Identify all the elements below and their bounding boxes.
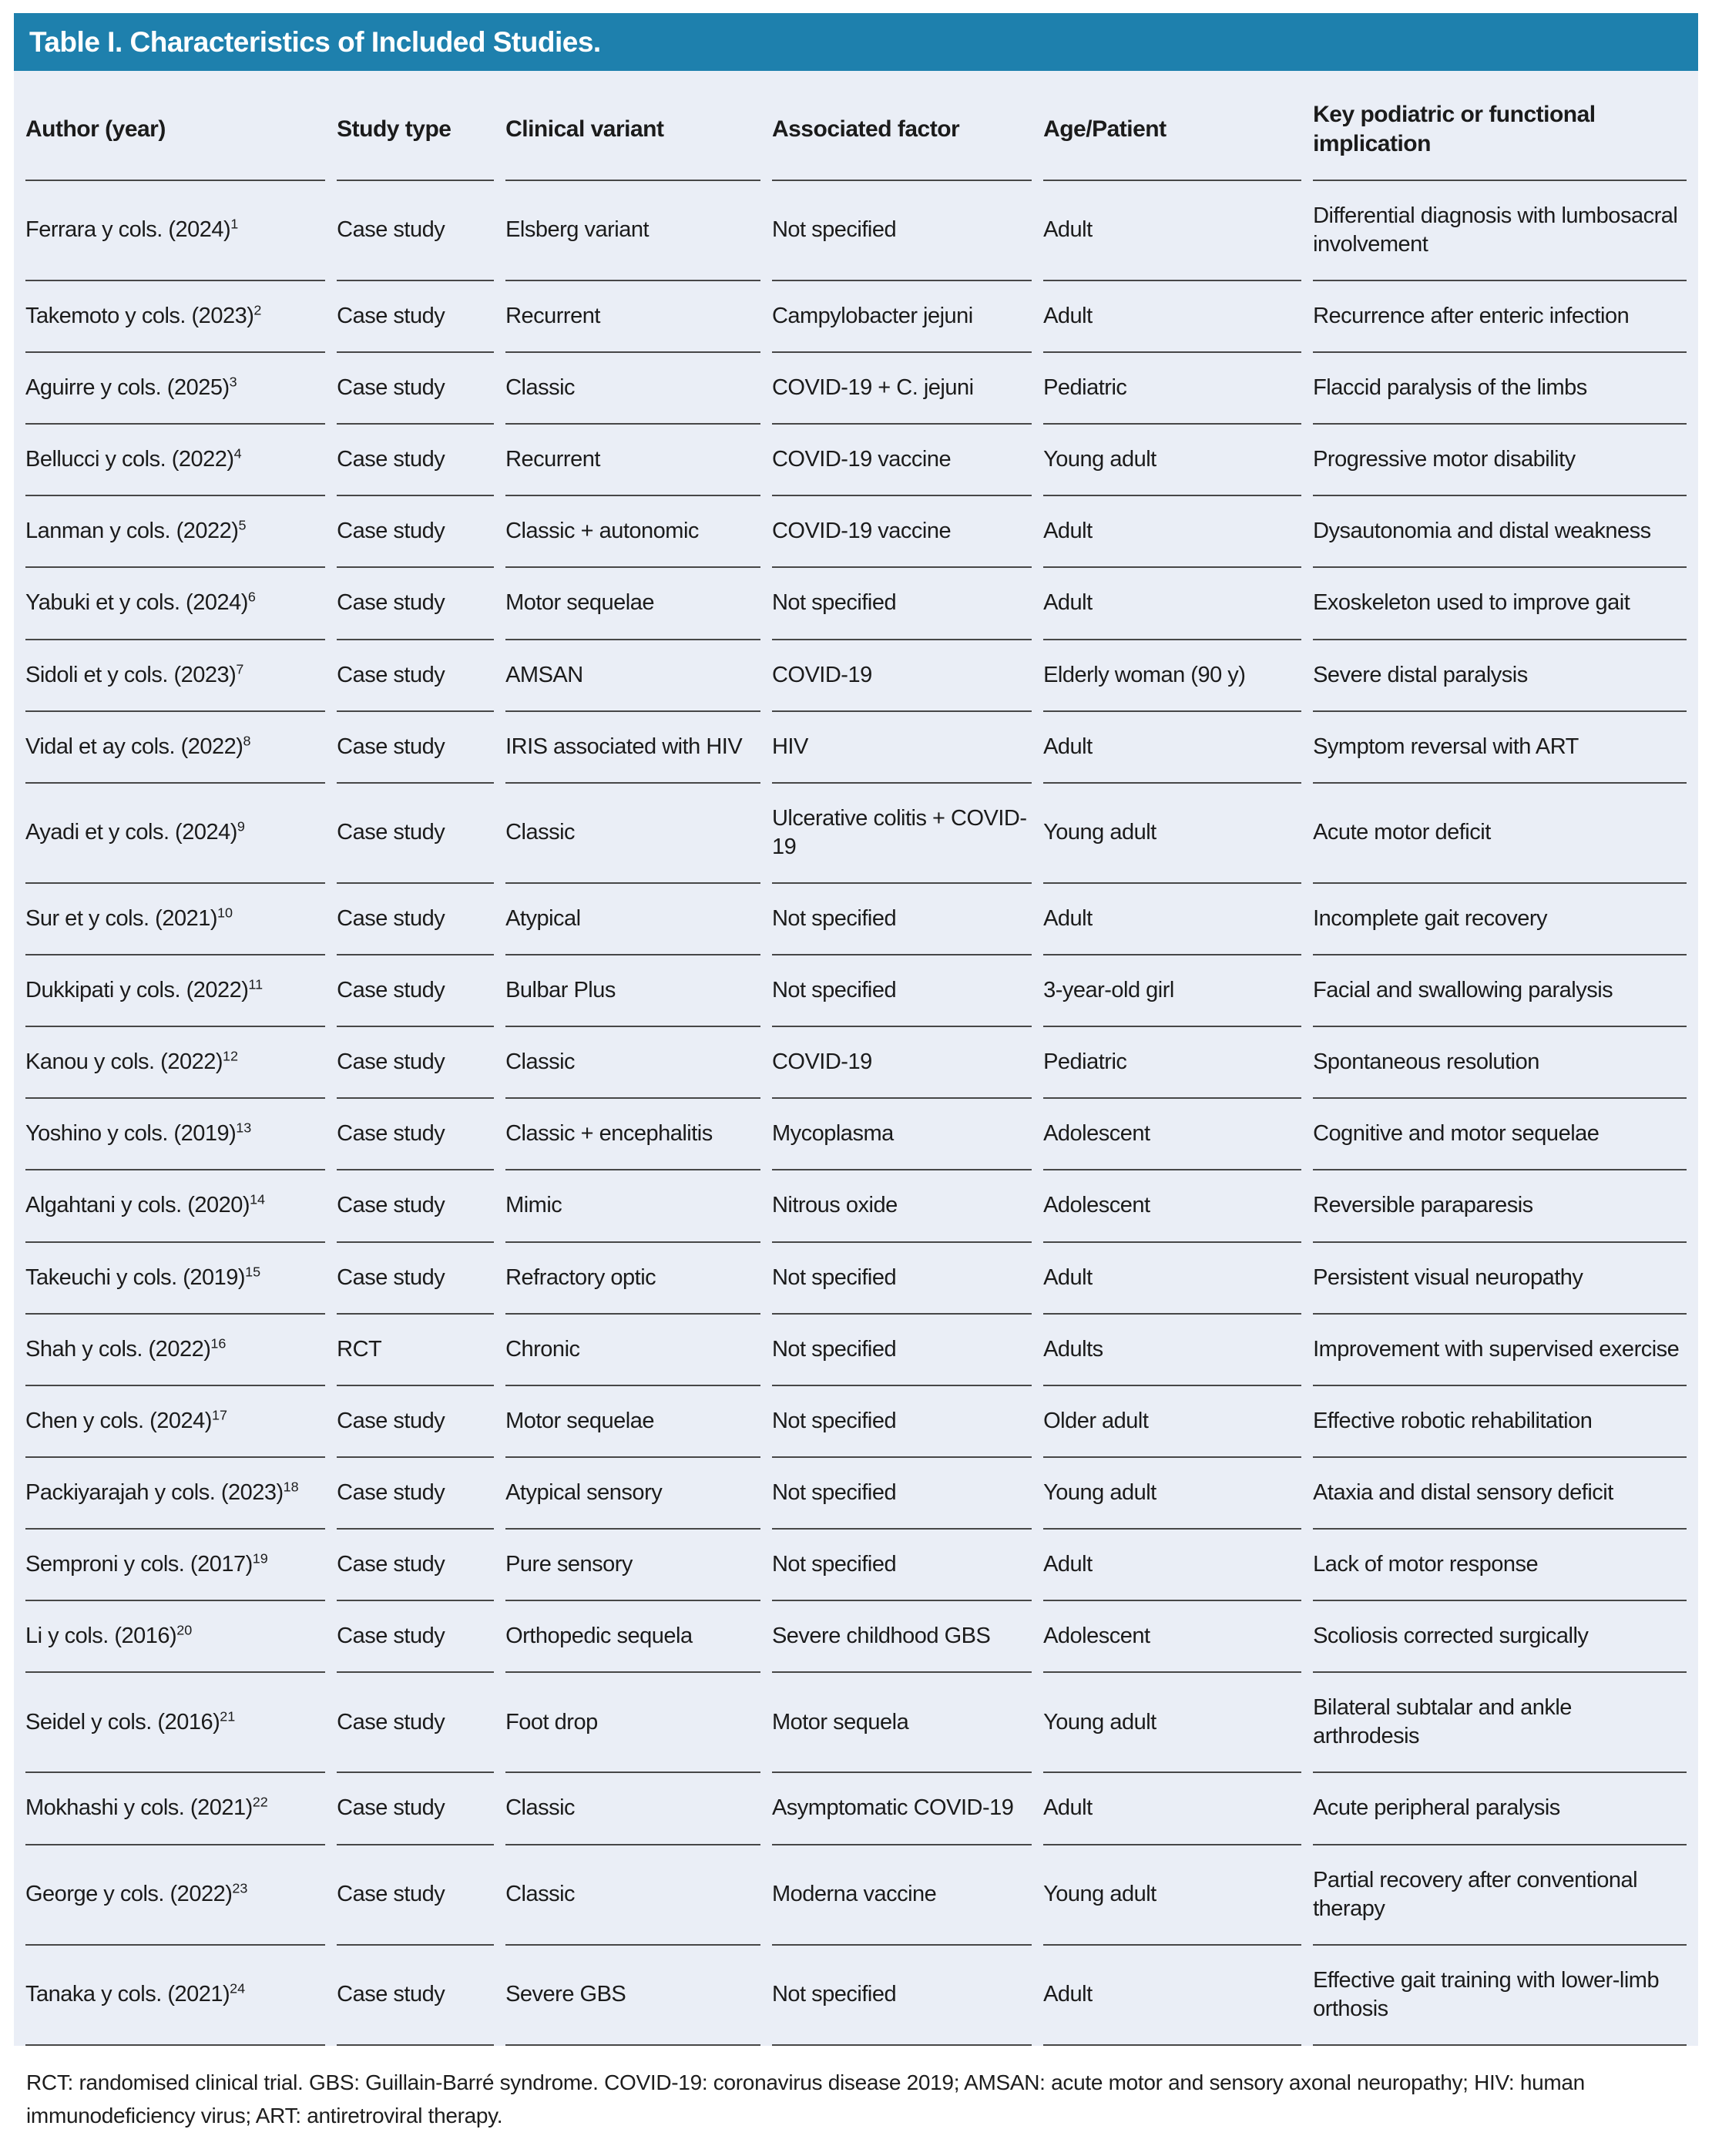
- implication-cell: Exoskeleton used to improve gait: [1313, 568, 1687, 640]
- reference-superscript: 20: [176, 1622, 193, 1638]
- clinical-variant-cell: AMSAN: [505, 640, 760, 712]
- associated-factor-cell: Motor sequela: [772, 1673, 1032, 1773]
- table-row: [25, 1027, 1687, 1099]
- associated-factor-cell: Ulcerative colitis + COVID-19: [772, 784, 1032, 884]
- associated-factor-cell: COVID-19 + C. jejuni: [772, 353, 1032, 425]
- clinical-variant-cell: Classic: [505, 1027, 760, 1099]
- clinical-variant-cell: Pure sensory: [505, 1530, 760, 1601]
- age-patient-cell: Adult: [1043, 1773, 1301, 1845]
- implication-cell: Symptom reversal with ART: [1313, 712, 1687, 784]
- age-patient-cell: Adolescent: [1043, 1099, 1301, 1170]
- age-patient-cell: Young adult: [1043, 425, 1301, 496]
- associated-factor-cell: Not specified: [772, 1946, 1032, 2046]
- clinical-variant-cell: Recurrent: [505, 425, 760, 496]
- reference-superscript: 6: [247, 589, 256, 605]
- table-row: [25, 496, 1687, 568]
- study-type-cell: Case study: [337, 1673, 494, 1773]
- clinical-variant-cell: Atypical: [505, 884, 760, 955]
- clinical-variant-cell: Motor sequelae: [505, 1386, 760, 1458]
- implication-cell: Facial and swallowing paralysis: [1313, 955, 1687, 1027]
- study-type-cell: Case study: [337, 181, 494, 281]
- reference-superscript: 3: [229, 374, 237, 390]
- implication-cell: Partial recovery after conventional therapy: [1313, 1845, 1687, 1946]
- author-cell: Kanou y cols. $(2022)^{12}$: [25, 1027, 325, 1099]
- reference-superscript: 18: [283, 1479, 299, 1495]
- study-type-cell: Case study: [337, 884, 494, 955]
- author-cell: Lanman y cols. $(2022)^5$: [25, 496, 325, 568]
- reference-superscript: 13: [236, 1120, 252, 1136]
- implication-cell: Effective robotic rehabilitation: [1313, 1386, 1687, 1458]
- implication-cell: Improvement with supervised exercise: [1313, 1315, 1687, 1386]
- table-row: [25, 568, 1687, 640]
- reference-superscript: 22: [252, 1794, 268, 1810]
- author-cell: Takeuchi y cols. $(2019)^{15}$: [25, 1243, 325, 1315]
- clinical-variant-cell: Classic: [505, 784, 760, 884]
- implication-cell: Spontaneous resolution: [1313, 1027, 1687, 1099]
- associated-factor-cell: Severe childhood GBS: [772, 1601, 1032, 1673]
- author-cell: George y cols. $(2022)^{23}$: [25, 1845, 325, 1946]
- implication-cell: Cognitive and motor sequelae: [1313, 1099, 1687, 1170]
- author-cell: Yabuki et y cols. $(2024)^6$: [25, 568, 325, 640]
- associated-factor-cell: COVID-19: [772, 1027, 1032, 1099]
- author-cell: Li y cols. $(2016)^{20}$: [25, 1601, 325, 1673]
- study-type-cell: Case study: [337, 1099, 494, 1170]
- table-row: [25, 1946, 1687, 2046]
- author-cell: Sur et y cols. $(2021)^{10}$: [25, 884, 325, 955]
- table-row: [25, 640, 1687, 712]
- author-cell: Shah y cols. $(2022)^{16}$: [25, 1315, 325, 1386]
- column-header-clinical-variant: Clinical variant: [505, 71, 760, 181]
- implication-cell: Reversible paraparesis: [1313, 1170, 1687, 1242]
- associated-factor-cell: Mycoplasma: [772, 1099, 1032, 1170]
- clinical-variant-cell: Mimic: [505, 1170, 760, 1242]
- column-header-study-type: Study type: [337, 71, 494, 181]
- clinical-variant-cell: Classic + autonomic: [505, 496, 760, 568]
- reference-superscript: 16: [210, 1335, 227, 1351]
- age-patient-cell: 3-year-old girl: [1043, 955, 1301, 1027]
- associated-factor-cell: COVID-19 vaccine: [772, 425, 1032, 496]
- reference-superscript: 4: [233, 445, 242, 462]
- associated-factor-cell: COVID-19 vaccine: [772, 496, 1032, 568]
- clinical-variant-cell: Classic: [505, 1773, 760, 1845]
- author-cell: Tanaka y cols. $(2021)^{24}$: [25, 1946, 325, 2046]
- study-type-cell: Case study: [337, 1946, 494, 2046]
- implication-cell: Persistent visual neuropathy: [1313, 1243, 1687, 1315]
- reference-superscript: 15: [245, 1263, 261, 1279]
- implication-cell: Ataxia and distal sensory deficit: [1313, 1458, 1687, 1530]
- implication-cell: Differential diagnosis with lumbosacral involvement: [1313, 181, 1687, 281]
- reference-superscript: 17: [211, 1407, 227, 1423]
- study-type-cell: Case study: [337, 955, 494, 1027]
- study-type-cell: Case study: [337, 1170, 494, 1242]
- age-patient-cell: Adult: [1043, 1530, 1301, 1601]
- clinical-variant-cell: Severe GBS: [505, 1946, 760, 2046]
- age-patient-cell: Adult: [1043, 712, 1301, 784]
- associated-factor-cell: Not specified: [772, 568, 1032, 640]
- study-type-cell: Case study: [337, 1601, 494, 1673]
- clinical-variant-cell: Chronic: [505, 1315, 760, 1386]
- reference-superscript: 23: [232, 1880, 248, 1896]
- clinical-variant-cell: IRIS associated with HIV: [505, 712, 760, 784]
- associated-factor-cell: Not specified: [772, 1315, 1032, 1386]
- study-type-cell: Case study: [337, 1458, 494, 1530]
- associated-factor-cell: HIV: [772, 712, 1032, 784]
- studies-table: [14, 71, 1698, 2046]
- table-row: [25, 955, 1687, 1027]
- age-patient-cell: Young adult: [1043, 1845, 1301, 1946]
- clinical-variant-cell: Foot drop: [505, 1673, 760, 1773]
- associated-factor-cell: Not specified: [772, 884, 1032, 955]
- age-patient-cell: Adolescent: [1043, 1170, 1301, 1242]
- associated-factor-cell: Not specified: [772, 955, 1032, 1027]
- age-patient-cell: Elderly woman (90 y): [1043, 640, 1301, 712]
- study-type-cell: Case study: [337, 1530, 494, 1601]
- author-cell: Mokhashi y cols. $(2021)^{22}$: [25, 1773, 325, 1845]
- study-type-cell: Case study: [337, 1243, 494, 1315]
- column-header-implication: Key podiatric or functional implication: [1313, 71, 1687, 181]
- reference-superscript: 14: [250, 1191, 266, 1207]
- reference-superscript: 24: [230, 1980, 246, 1996]
- study-type-cell: RCT: [337, 1315, 494, 1386]
- table-footnote: RCT: randomised clinical trial. GBS: Guillain-Barré syndrome. COVID-19: coronavirus disease 2019; AMSAN: acute motor and sensory axonal neuropathy; HIV: human immunodeficiency virus; ART: antiretroviral therapy.: [26, 2070, 1585, 2128]
- age-patient-cell: Adult: [1043, 496, 1301, 568]
- table-row: [25, 1099, 1687, 1170]
- associated-factor-cell: Not specified: [772, 1530, 1032, 1601]
- clinical-variant-cell: Bulbar Plus: [505, 955, 760, 1027]
- study-type-cell: Case study: [337, 425, 494, 496]
- implication-cell: Effective gait training with lower-limb orthosis: [1313, 1946, 1687, 2046]
- age-patient-cell: Adult: [1043, 568, 1301, 640]
- author-cell: Takemoto y cols. $(2023)^2$: [25, 281, 325, 353]
- author-cell: Semproni y cols. $(2017)^{19}$: [25, 1530, 325, 1601]
- table-row: [25, 425, 1687, 496]
- associated-factor-cell: Not specified: [772, 1243, 1032, 1315]
- clinical-variant-cell: Classic + encephalitis: [505, 1099, 760, 1170]
- table-row: [25, 1458, 1687, 1530]
- author-cell: Vidal et ay cols. $(2022)^8$: [25, 712, 325, 784]
- associated-factor-cell: Moderna vaccine: [772, 1845, 1032, 1946]
- author-cell: Ferrara y cols. $(2024)^1$: [25, 181, 325, 281]
- implication-cell: Recurrence after enteric infection: [1313, 281, 1687, 353]
- study-type-cell: Case study: [337, 1027, 494, 1099]
- table-row: [25, 1773, 1687, 1845]
- associated-factor-cell: COVID-19: [772, 640, 1032, 712]
- study-type-cell: Case study: [337, 712, 494, 784]
- age-patient-cell: Pediatric: [1043, 353, 1301, 425]
- implication-cell: Bilateral subtalar and ankle arthrodesis: [1313, 1673, 1687, 1773]
- age-patient-cell: Adult: [1043, 884, 1301, 955]
- age-patient-cell: Young adult: [1043, 1458, 1301, 1530]
- associated-factor-cell: Asymptomatic COVID-19: [772, 1773, 1032, 1845]
- clinical-variant-cell: Recurrent: [505, 281, 760, 353]
- study-type-cell: Case study: [337, 640, 494, 712]
- table-row: [25, 1530, 1687, 1601]
- reference-superscript: 9: [237, 818, 245, 835]
- reference-superscript: 8: [243, 733, 251, 748]
- column-header-age-patient: Age/Patient: [1043, 71, 1301, 181]
- author-cell: Bellucci y cols. $(2022)^4$: [25, 425, 325, 496]
- author-cell: Seidel y cols. $(2016)^{21}$: [25, 1673, 325, 1773]
- header-row: [25, 71, 1687, 181]
- age-patient-cell: Adult: [1043, 181, 1301, 281]
- implication-cell: Acute peripheral paralysis: [1313, 1773, 1687, 1845]
- study-type-cell: Case study: [337, 496, 494, 568]
- table-row: [25, 1386, 1687, 1458]
- clinical-variant-cell: Classic: [505, 353, 760, 425]
- implication-cell: Severe distal paralysis: [1313, 640, 1687, 712]
- table-row: [25, 1243, 1687, 1315]
- author-cell: Algahtani y cols. $(2020)^{14}$: [25, 1170, 325, 1242]
- associated-factor-cell: Not specified: [772, 1386, 1032, 1458]
- reference-superscript: 2: [253, 302, 262, 318]
- clinical-variant-cell: Classic: [505, 1845, 760, 1946]
- table-row: [25, 1601, 1687, 1673]
- associated-factor-cell: Not specified: [772, 1458, 1032, 1530]
- study-type-cell: Case study: [337, 1845, 494, 1946]
- age-patient-cell: Adolescent: [1043, 1601, 1301, 1673]
- author-cell: Aguirre y cols. $(2025)^3$: [25, 353, 325, 425]
- implication-cell: Incomplete gait recovery: [1313, 884, 1687, 955]
- clinical-variant-cell: Atypical sensory: [505, 1458, 760, 1530]
- author-cell: Ayadi et y cols. $(2024)^9$: [25, 784, 325, 884]
- age-patient-cell: Older adult: [1043, 1386, 1301, 1458]
- clinical-variant-cell: Elsberg variant: [505, 181, 760, 281]
- study-type-cell: Case study: [337, 281, 494, 353]
- column-header-author: Author (year): [25, 71, 325, 181]
- reference-superscript: 1: [230, 216, 239, 232]
- table-body: [25, 181, 1687, 2046]
- table-row: [25, 181, 1687, 281]
- reference-superscript: 10: [217, 905, 233, 921]
- column-header-associated-factor: Associated factor: [772, 71, 1032, 181]
- age-patient-cell: Young adult: [1043, 784, 1301, 884]
- table-title-bar: Table I. Characteristics of Included Studies.: [14, 13, 1698, 71]
- age-patient-cell: Young adult: [1043, 1673, 1301, 1773]
- study-type-cell: Case study: [337, 1386, 494, 1458]
- reference-superscript: 5: [238, 517, 247, 533]
- associated-factor-cell: Not specified: [772, 181, 1032, 281]
- reference-superscript: 12: [222, 1048, 238, 1064]
- table-row: [25, 1170, 1687, 1242]
- table-row: [25, 353, 1687, 425]
- age-patient-cell: Adults: [1043, 1315, 1301, 1386]
- table-row: [25, 884, 1687, 955]
- reference-superscript: 19: [252, 1550, 268, 1567]
- table-row: [25, 1315, 1687, 1386]
- implication-cell: Scoliosis corrected surgically: [1313, 1601, 1687, 1673]
- clinical-variant-cell: Refractory optic: [505, 1243, 760, 1315]
- age-patient-cell: Adult: [1043, 1946, 1301, 2046]
- study-type-cell: Case study: [337, 1773, 494, 1845]
- implication-cell: Flaccid paralysis of the limbs: [1313, 353, 1687, 425]
- clinical-variant-cell: Motor sequelae: [505, 568, 760, 640]
- study-type-cell: Case study: [337, 353, 494, 425]
- age-patient-cell: Adult: [1043, 281, 1301, 353]
- implication-cell: Progressive motor disability: [1313, 425, 1687, 496]
- age-patient-cell: Pediatric: [1043, 1027, 1301, 1099]
- associated-factor-cell: Nitrous oxide: [772, 1170, 1032, 1242]
- implication-cell: Acute motor deficit: [1313, 784, 1687, 884]
- implication-cell: Dysautonomia and distal weakness: [1313, 496, 1687, 568]
- author-cell: Dukkipati y cols. $(2022)^{11}$: [25, 955, 325, 1027]
- table-row: [25, 1845, 1687, 1946]
- author-cell: Sidoli et y cols. $(2023)^7$: [25, 640, 325, 712]
- table-row: [25, 712, 1687, 784]
- study-type-cell: Case study: [337, 784, 494, 884]
- table-row: [25, 784, 1687, 884]
- clinical-variant-cell: Orthopedic sequela: [505, 1601, 760, 1673]
- table-row: [25, 1673, 1687, 1773]
- reference-superscript: 21: [220, 1708, 236, 1724]
- reference-superscript: 7: [236, 660, 244, 677]
- age-patient-cell: Adult: [1043, 1243, 1301, 1315]
- author-cell: Packiyarajah y cols. $(2023)^{18}$: [25, 1458, 325, 1530]
- author-cell: Chen y cols. $(2024)^{17}$: [25, 1386, 325, 1458]
- implication-cell: Lack of motor response: [1313, 1530, 1687, 1601]
- author-cell: Yoshino y cols. $(2019)^{13}$: [25, 1099, 325, 1170]
- reference-superscript: 11: [248, 976, 264, 992]
- study-type-cell: Case study: [337, 568, 494, 640]
- table-row: [25, 281, 1687, 353]
- associated-factor-cell: Campylobacter jejuni: [772, 281, 1032, 353]
